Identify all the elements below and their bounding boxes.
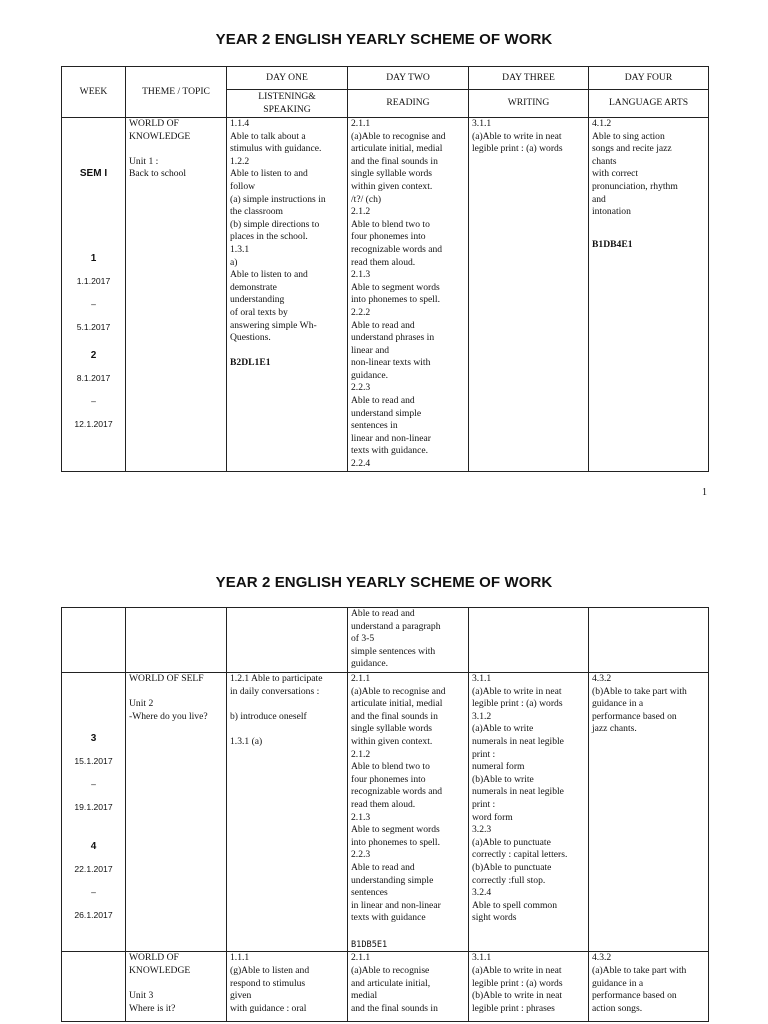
day-four-cell [589,118,709,472]
day-two-code: B1DB5E1 [351,939,388,950]
week-start-date: 22.1.2017 [74,863,113,874]
empty-cell [126,608,227,673]
day-one-cell: 1.2.1 Able to participate in daily conversations : b) introduce oneself 1.3.1 (a) [227,673,348,952]
page-title: YEAR 2 ENGLISH YEARLY SCHEME OF WORK [215,31,553,48]
day-one-text: 1.1.4 Able to talk about a stimulus with guidance. 1.2.2 Able to listen to and follow (a) simple instructions in the classroom (b) simple directions to places in the school. 1.3.1 a) Able to listen to and demonstrate understanding of oral texts by answering simple Wh- Questions. [230,118,326,344]
day-three-cell: 3.1.1 (a)Able to write in neat legible print : (a) words 3.1.2 (a)Able to write numerals in neat legible print : numeral form (b)Able to write numerals in neat legible print : word form 3.2.3 (a)Able to punctuate correctly : capital letters. (b)Able to punctuate correctly :full stop. 3.2.4 Able to spell common sight words [469,673,589,952]
header-week: WEEK [62,67,126,118]
day-one-code: B2DL1E1 [230,356,271,368]
header-day-two: DAY TWO [348,67,469,90]
date-dash: – [91,395,96,406]
empty-cell [589,608,709,673]
week-cell [62,118,126,472]
week-cell [62,673,126,952]
header-day-three: DAY THREE [469,67,589,90]
day-two-text: 2.1.1 (a)Able to recognise and articulate initial, medial and the final sounds in single syllable words within given context. 2.1.2 Able to blend two to four phonemes into recognizable words and read them aloud. 2.1.3 Able to segment words into phonemes to spell. 2.2.3 Able to read and understanding simple sentences in linear and non-linear texts with guidance [351,673,446,924]
page-title: YEAR 2 ENGLISH YEARLY SCHEME OF WORK [215,574,553,591]
week-cell [62,952,126,1022]
day-three-cell: 3.1.1 (a)Able to write in neat legible print : (a) words [469,118,589,472]
week-end-date: 19.1.2017 [74,801,113,812]
week-number: 2 [90,349,97,361]
empty-cell [227,608,348,673]
header-day-four: DAY FOUR [589,67,709,90]
header-day-four-skill: LANGUAGE ARTS [589,90,709,118]
theme-cell: WORLD OF KNOWLEDGE Unit 1 : Back to school [126,118,227,472]
semester-label: SEM I [79,168,108,179]
week-end-date: 26.1.2017 [74,909,113,920]
week-1 [62,241,125,345]
date-dash: – [91,298,96,309]
week-number: 1 [90,252,97,264]
week-number: 3 [90,732,97,744]
header-day-two-skill: READING [348,90,469,118]
week-start-date: 1.1.2017 [76,275,111,286]
day-two-cell: 2.1.1 (a)Able to recognise and articulate initial, medial and the final sounds in single syllable words within given context. /t?/ (ch) 2.1.2 Able to blend two to four phonemes into recognizable words and read them aloud. 2.1.3 Able to segment words into phonemes to spell. 2.2.2 Able to read and understand phrases in linear and non-linear texts with guidance. 2.2.3 Able to read and understand simple sentences in linear and non-linear texts with guidance. 2.2.4 [348,118,469,472]
date-dash: – [91,778,96,789]
day-four-code: B1DB4E1 [592,238,633,250]
day-one-cell: 1.1.1 (g)Able to listen and respond to stimulus given with guidance : oral [227,952,348,1022]
theme-cell: WORLD OF KNOWLEDGE Unit 3 Where is it? [126,952,227,1022]
theme-cell: WORLD OF SELF Unit 2 -Where do you live? [126,673,227,952]
day-four-cell: 4.3.2 (b)Able to take part with guidance in a performance based on jazz chants. [589,673,709,952]
header-theme: THEME / TOPIC [126,67,227,118]
day-one-cell [227,118,348,472]
week-3 [62,721,125,825]
week-4 [62,829,125,933]
week-start-date: 8.1.2017 [76,372,111,383]
empty-cell [469,608,589,673]
day-two-continued-cell: Able to read and understand a paragraph of 3-5 simple sentences with guidance. [348,608,469,673]
scheme-table-page-1 [61,66,709,472]
week-number: 4 [90,840,97,852]
week-2 [62,338,125,442]
week-end-date: 5.1.2017 [76,321,111,332]
day-two-cell [348,673,469,952]
day-two-cell: 2.1.1 (a)Able to recognise and articulate initial, medial and the final sounds in [348,952,469,1022]
date-dash: – [91,886,96,897]
scheme-table-page-2 [61,607,709,1022]
day-four-cell: 4.3.2 (a)Able to take part with guidance in a performance based on action songs. [589,952,709,1022]
header-day-one: DAY ONE [227,67,348,90]
empty-cell [62,608,126,673]
header-day-one-skill: LISTENING& SPEAKING [227,90,348,118]
header-day-three-skill: WRITING [469,90,589,118]
week-start-date: 15.1.2017 [74,755,113,766]
week-end-date: 12.1.2017 [74,418,113,429]
day-three-cell: 3.1.1 (a)Able to write in neat legible print : (a) words (b)Able to write in neat legible print : phrases [469,952,589,1022]
page-number: 1 [702,487,707,498]
day-four-text: 4.1.2 Able to sing action songs and recite jazz chants with correct pronunciation, rhythm and intonation [592,118,678,218]
